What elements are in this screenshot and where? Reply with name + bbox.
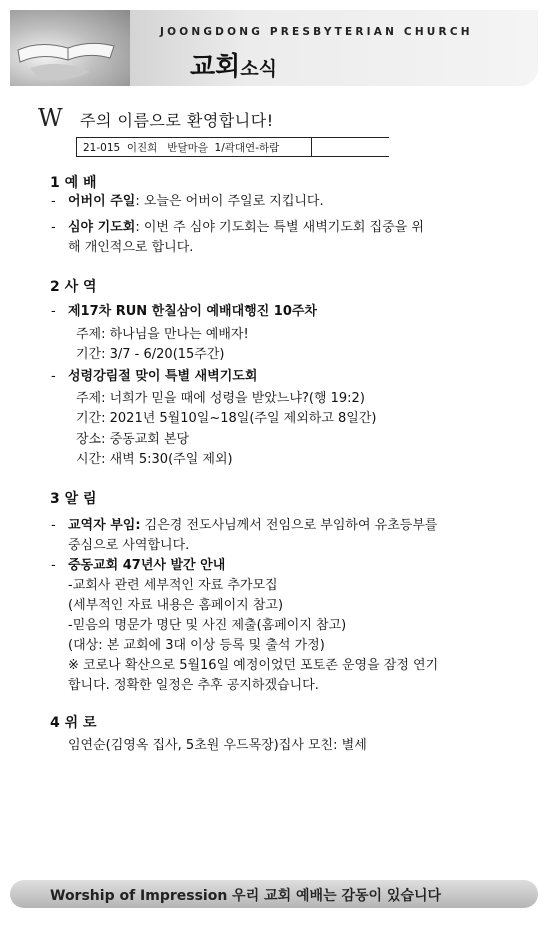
page-title: [190, 46, 277, 83]
ministry-title-2: 성령강림절 맞이 특별 새벽기도회: [68, 369, 258, 384]
ministry-title-1: 제17차 RUN 한칠삼이 예배대행진 10주차: [68, 304, 317, 319]
item-label: 어버이 주일: [68, 194, 136, 209]
notice-line: -믿음의 명문가 명단 및 사진 제출(홈페이지 참고): [68, 618, 347, 633]
list-item: [68, 516, 528, 536]
service-info-bar: [76, 137, 389, 157]
notice-title-history: 중동교회 47년사 발간 안내: [68, 558, 226, 573]
footer-slogan: Worship of Impression 우리 교회 예배는 감동이 있습니다: [50, 888, 442, 904]
section-title-notices: 3 알 림: [50, 491, 97, 507]
item-text-cont: 중심으로 사역합니다.: [68, 538, 190, 553]
list-item: [68, 218, 528, 238]
ministry-line: 기간: 2021년 5월10일~18일(주일 제외하고 8일간): [76, 411, 377, 426]
ministry-line: 주제: 너희가 믿을 때에 성령을 받았느냐?(행 19:2): [76, 391, 365, 406]
page-title-main: 교회: [190, 52, 241, 82]
bullet: -: [51, 304, 56, 319]
ministry-line: 주제: 하나님을 만나는 예배자!: [76, 327, 249, 342]
info-bar-cell: [311, 138, 390, 156]
page-title-sub: 소식: [240, 58, 277, 80]
bullet: -: [51, 194, 56, 209]
notice-line: 합니다. 정확한 일정은 추후 공지하겠습니다.: [68, 678, 319, 693]
bible-hands-image: [10, 10, 130, 86]
item-text: 김은경 전도사님께서 전임으로 부임하여 유초등부를: [140, 518, 438, 533]
item-text: : 오늘은 어버이 주일로 지킵니다.: [135, 194, 324, 209]
bullet: -: [51, 220, 56, 235]
item-text-cont: 해 개인적으로 합니다.: [68, 240, 194, 255]
section-title-worship: 1 예 배: [50, 175, 97, 191]
list-item: [68, 192, 324, 212]
ministry-line: 장소: 중동교회 본당: [76, 432, 190, 447]
section-title-ministry: 2 사 역: [50, 279, 97, 295]
ministry-line: 시간: 새벽 5:30(주일 제외): [76, 452, 233, 467]
welcome-initial: W: [38, 104, 63, 132]
section-title-condolence: 4 위 로: [50, 715, 97, 731]
item-text: : 이번 주 심야 기도회는 특별 새벽기도회 집중을 위: [135, 220, 424, 235]
condolence-text: 임연순(김영옥 집사, 5초원 우드목장)집사 모친: 별세: [68, 738, 367, 753]
header-banner: [10, 10, 538, 86]
notice-line: (세부적인 자료 내용은 홈페이지 참고): [68, 598, 284, 613]
welcome-text: 주의 이름으로 환영합니다!: [80, 111, 274, 130]
notice-line: (대상: 본 교회에 3대 이상 등록 및 출석 가정): [68, 638, 325, 653]
service-info-text: 21-015 이진희 반달마을 1/곽대연-하람: [83, 142, 280, 154]
notice-line: ※ 코로나 확산으로 5월16일 예정이었던 포토존 운영을 잠정 연기: [68, 658, 439, 673]
ministry-line: 기간: 3/7 - 6/20(15주간): [76, 347, 225, 362]
item-label: 교역자 부임:: [68, 518, 141, 533]
church-name: JOONGDONG PRESBYTERIAN CHURCH: [160, 26, 473, 38]
bullet: -: [51, 369, 56, 384]
bullet: -: [51, 518, 56, 533]
notice-line: -교회사 관련 세부적인 자료 추가모집: [68, 578, 278, 593]
bullet: -: [51, 558, 56, 573]
footer-banner: [10, 880, 538, 908]
item-label: 심야 기도회: [68, 220, 136, 235]
